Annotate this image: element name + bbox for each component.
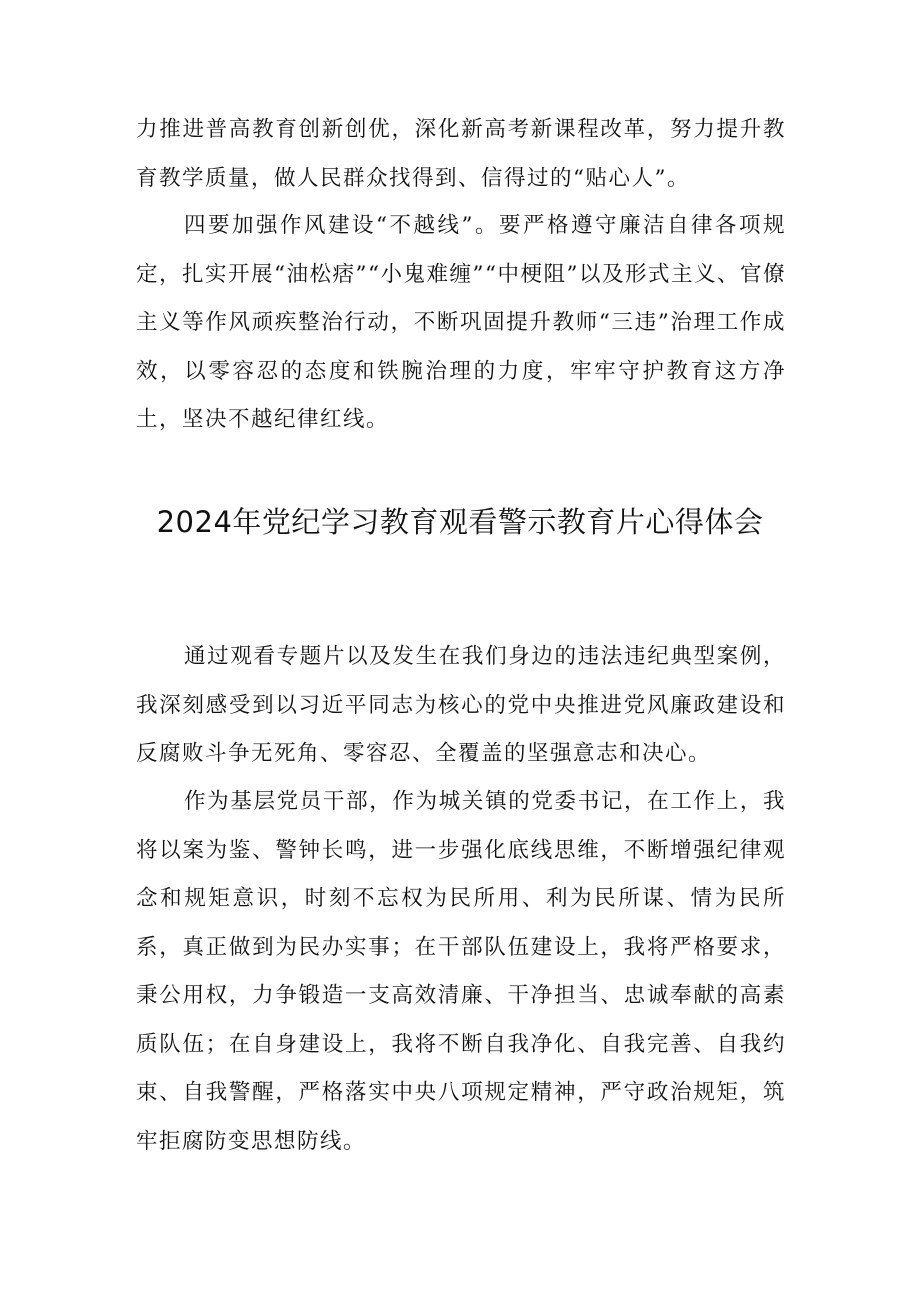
body-paragraph: 通过观看专题片以及发生在我们身边的违法违纪典型案例，我深刻感受到以习近平同志为核心的党中央推进党风廉政建设和反腐败斗争无死角、零容忍、全覆盖的坚强意志和决心。 xyxy=(136,644,786,766)
section-title: 2024年党纪学习教育观看警示教育片心得体会 xyxy=(156,505,764,539)
body-paragraph: 作为基层党员干部，作为城关镇的党委书记，在工作上，我将以案为鉴、警钟长鸣，进一步强化底线思维，不断增强纪律观念和规矩意识，时刻不忘权为民所用、利为民所谋、情为民所系，真正做到为民办实事；在干部队伍建设上，我将严格要求，秉公用权，力争锻造一支高效清廉、干净担当、忠诚奉献的高素质队伍；在自身建设上，我将不断自我净化、自我完善、自我约束、自我警醒，严格落实中央八项规定精神，严守政治规矩，筑牢拒腐防变思想防线。 xyxy=(136,789,786,1154)
body-paragraph: 力推进普高教育创新创优，深化新高考新课程改革，努力提升教育教学质量，做人民群众找得到、信得过的“贴心人”。 xyxy=(136,117,786,191)
body-paragraph: 四要加强作风建设“不越线”。要严格遵守廉洁自律各项规定，扎实开展“油松痞”“小鬼难缠”“中梗阻”以及形式主义、官僚主义等作风顽疾整治行动，不断巩固提升教师“三违”治理工作成效，以零容忍的态度和铁腕治理的力度，牢牢守护教育这方净土，坚决不越纪律红线。 xyxy=(136,213,786,432)
